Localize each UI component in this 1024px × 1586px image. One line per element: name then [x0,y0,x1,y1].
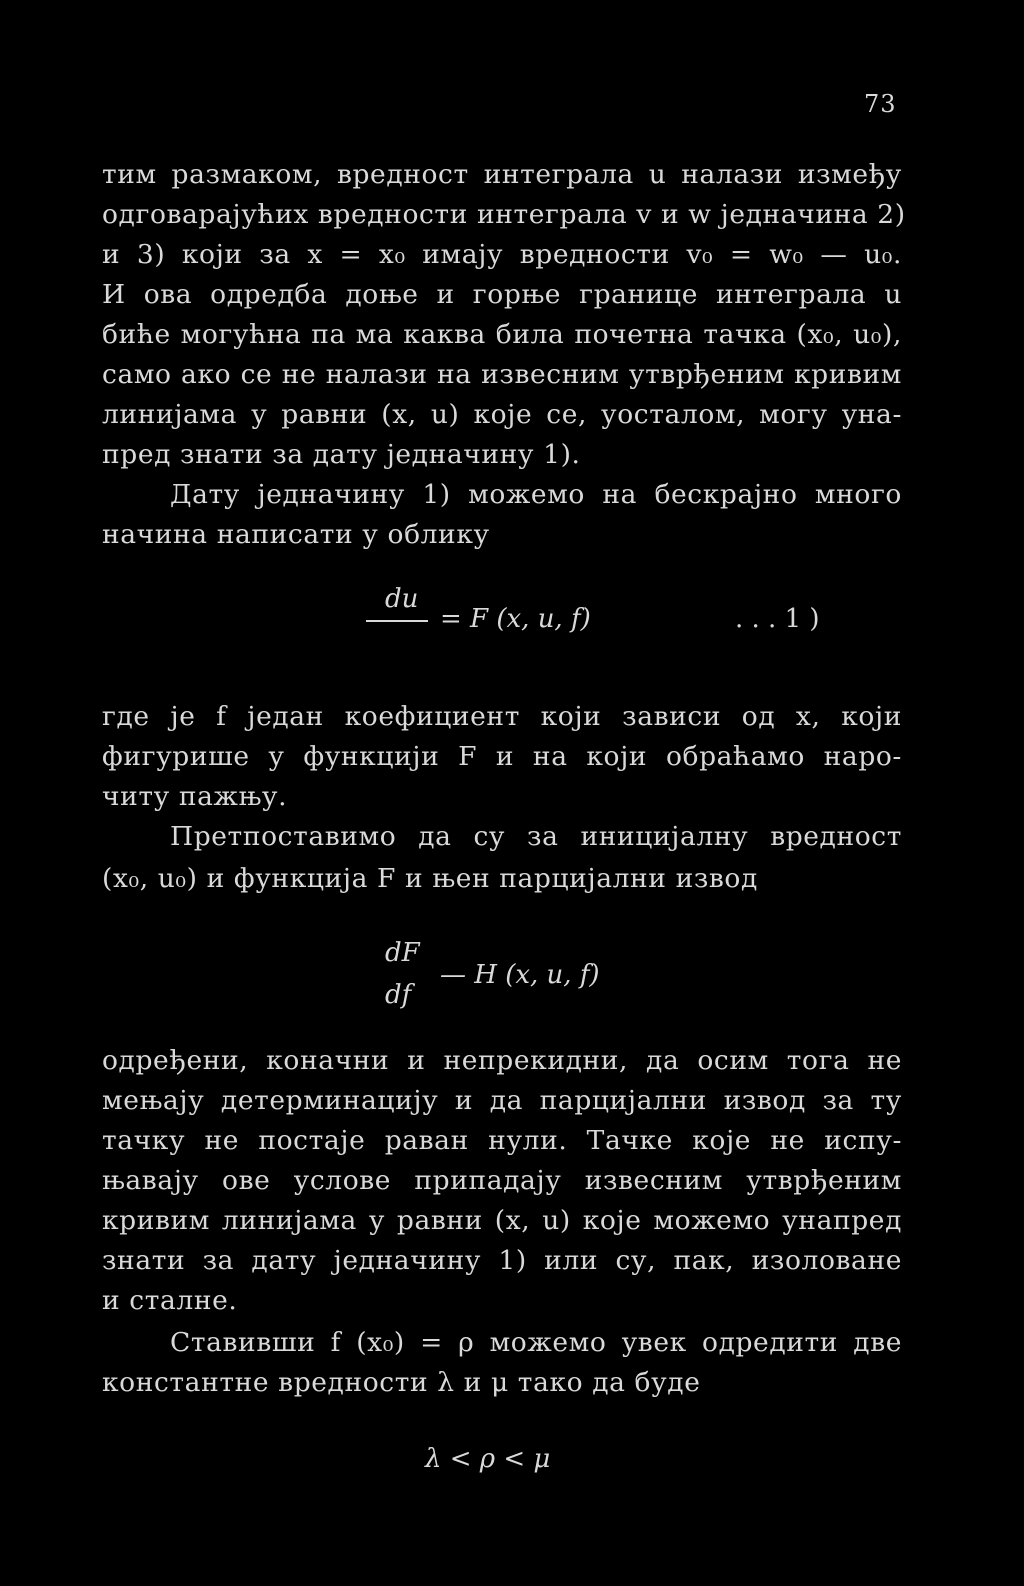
equation2-rhs: — H (x, u, f) [440,960,600,990]
text-line: Дату једначину 1) можемо на бескрајно много [170,479,902,510]
text-line: биће могућна па ма каква била почетна тачка (x₀, u₀), [102,319,902,350]
text-line: знати за дату једначину 1) или су, пак, изоловане [102,1245,902,1276]
page-number: 73 [864,90,897,118]
text-line: њавају ове услове припадају извесним утврђеним [102,1165,902,1196]
equation3: λ < ρ < μ [425,1444,551,1474]
text-line: само ако се не налази на извесним утврђеним кривим [102,359,902,390]
text-line: тим размаком, вредност интеграла u налази између [102,159,902,190]
text-line: где је f један коефициент који зависи од x, који [102,701,902,732]
text-line: начина написати у облику [102,519,490,550]
equation1-label: . . . 1 ) [735,604,820,634]
text-line: одређени, коначни и непрекидни, да осим тога не [102,1045,902,1076]
text-line: константне вредности λ и μ тако да буде [102,1367,701,1398]
equation1-fraction-bar [366,620,428,622]
text-line: и сталне. [102,1285,238,1316]
text-line: И ова одредба доње и горње границе интеграла u [102,279,902,310]
equation2-denominator: df [385,980,412,1010]
text-line: мењају детерминацију и да парцијални извод за ту [102,1085,902,1116]
equation1-numerator: du [385,584,419,614]
text-line: Претпоставимо да су за иницијалну вредност [170,821,902,852]
text-line: Ставивши f (x₀) = ρ можемо увек одредити две [170,1327,902,1358]
text-line: пред знати за дату једначину 1). [102,439,581,470]
text-line: фигурише у функцији F и на који обраћамо наро- [102,741,902,772]
text-line: (x₀, u₀) и функција F и њен парцијални извод [102,863,758,894]
text-line: и 3) који за x = x₀ имају вредности v₀ = w₀ — u₀. [102,239,902,270]
text-line: тачку не постаје раван нули. Тачке које не испу- [102,1125,902,1156]
text-line: одговарајућих вредности интеграла v и w једначина 2) [102,199,906,230]
equation1-rhs: = F (x, u, f) [440,604,591,634]
text-line: линијама у равни (x, u) које се, уосталом, могу уна- [102,399,902,430]
text-line: читу пажњу. [102,781,288,812]
text-line: кривим линијама у равни (x, u) које можемо унапред [102,1205,902,1236]
equation2-numerator: dF [385,938,420,968]
